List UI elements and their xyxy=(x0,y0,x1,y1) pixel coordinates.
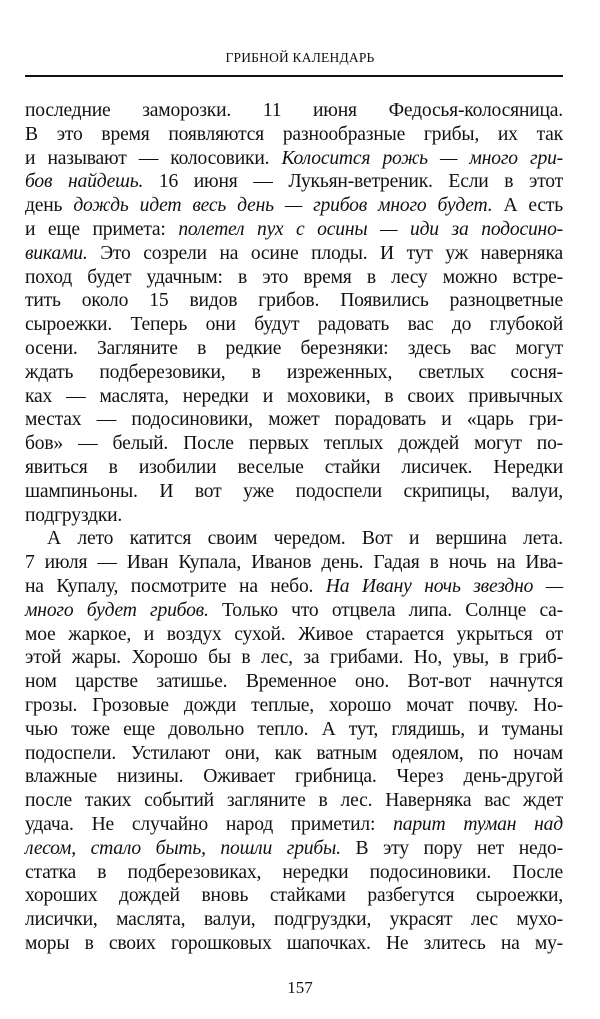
text-line xyxy=(25,456,563,480)
text-line xyxy=(25,789,563,813)
text-segment: местах — подосиновики, может порадовать и «царь гри- xyxy=(25,409,563,431)
italic-proverb: На Ивану ночь звездно — xyxy=(325,575,563,597)
text-segment: осени. Загляните в редкие березняки: здесь вас могут xyxy=(25,337,563,359)
text-segment: после таких событий загляните в лес. Наверняка вас ждет xyxy=(25,790,563,812)
text-line xyxy=(25,337,563,361)
text-segment: А лето катится своим чередом. Вот и вершина лета. xyxy=(47,528,563,550)
text-line xyxy=(25,361,563,385)
text-segment: Только что отцвела липа. Солнце са- xyxy=(208,599,563,621)
italic-proverb: дождь идет весь день — грибов много будет. xyxy=(73,195,493,217)
text-segment: день xyxy=(25,195,74,217)
text-line xyxy=(25,932,563,956)
text-line xyxy=(25,742,563,766)
text-line xyxy=(25,884,563,908)
italic-proverb: Колосится рожь — много гри- xyxy=(281,147,563,169)
text-line xyxy=(25,147,563,171)
text-line xyxy=(25,861,563,885)
text-line xyxy=(25,599,563,623)
text-line xyxy=(25,480,563,504)
text-line xyxy=(25,527,563,551)
text-segment: моры в своих горошковых шапочках. Не злитесь на му- xyxy=(25,932,563,954)
text-segment: влажные низины. Оживает грибница. Через день-другой xyxy=(25,766,563,788)
italic-proverb: лесом, стало быть, пошли грибы. xyxy=(25,837,341,859)
text-line xyxy=(25,266,563,290)
text-segment: ном царстве затишье. Временное оно. Вот-вот начнутся xyxy=(25,671,563,693)
text-line xyxy=(25,908,563,932)
text-segment: поход будет удачным: в это время в лесу можно встре- xyxy=(25,266,563,288)
text-line xyxy=(25,218,563,242)
text-segment: хороших дождей вновь стайками разбегутся сыроежки, xyxy=(25,885,563,907)
text-segment: грозы. Грозовые дожди теплые, хорошо мочат почву. Но- xyxy=(25,694,563,716)
text-line xyxy=(25,670,563,694)
text-line xyxy=(25,765,563,789)
text-line xyxy=(25,813,563,837)
text-segment: мое жаркое, и воздух сухой. Живое старается укрыться от xyxy=(25,623,563,645)
text-line xyxy=(25,385,563,409)
text-segment: А есть xyxy=(492,195,563,217)
text-segment: 7 июля — Иван Купала, Иванов день. Гадая в ночь на Ива- xyxy=(25,552,563,574)
italic-proverb: полетел пух с осины — иди за подосино- xyxy=(178,218,564,240)
running-head: ГРИБНОЙ КАЛЕНДАРЬ xyxy=(225,50,375,65)
text-segment: В это время появляются разнообразные грибы, их так xyxy=(25,123,563,145)
italic-proverb: бов найдешь. xyxy=(25,171,144,193)
italic-proverb: много будет грибов. xyxy=(25,599,209,621)
text-line xyxy=(25,408,563,432)
text-line xyxy=(25,123,563,147)
text-segment: В эту пору нет недо- xyxy=(340,837,563,859)
text-line xyxy=(25,646,563,670)
text-line xyxy=(25,99,563,123)
text-segment: подоспели. Устилают они, как ватным одеялом, по ночам xyxy=(25,742,563,764)
text-line xyxy=(25,242,563,266)
text-line xyxy=(25,718,563,742)
text-line xyxy=(25,551,563,575)
text-segment: 16 июня — Лукьян-ветреник. Если в этот xyxy=(143,171,564,193)
text-segment: и еще примета: xyxy=(25,218,179,240)
text-segment: последние заморозки. 11 июня Федосья-колосяница. xyxy=(25,100,563,121)
text-line xyxy=(25,313,563,337)
text-line xyxy=(25,289,563,313)
text-line xyxy=(25,170,563,194)
text-segment: лисички, маслята, валуи, подгруздки, украсят лес мухо- xyxy=(25,909,563,931)
text-line xyxy=(25,432,563,456)
text-segment: сыроежки. Теперь они будут радовать вас до глубокой xyxy=(25,314,563,336)
text-segment: шампиньоны. И вот уже подоспели скрипицы, валуи, xyxy=(25,480,563,502)
text-segment: этой жары. Хорошо бы в лес, за грибами. Но, увы, в гриб- xyxy=(25,647,563,669)
page-number: 157 xyxy=(287,978,313,997)
italic-proverb: виками. xyxy=(25,242,88,264)
text-segment: бов» — белый. После первых теплых дождей могут по- xyxy=(25,433,563,455)
text-line xyxy=(25,575,563,599)
header-rule xyxy=(25,75,563,77)
text-line xyxy=(25,623,563,647)
text-segment: статка в подберезовиках, нередки подосиновики. После xyxy=(25,861,563,883)
text-segment: ждать подберезовики, в изреженных, светлых сосня- xyxy=(25,361,563,383)
text-line xyxy=(25,194,563,218)
text-segment: и называют — колосовики. xyxy=(25,147,282,169)
text-segment: чью тоже еще довольно тепло. А тут, глядишь, и туманы xyxy=(25,718,563,740)
text-line xyxy=(25,837,563,861)
body-text xyxy=(25,99,563,956)
italic-proverb: парит туман над xyxy=(393,813,563,835)
text-line xyxy=(25,504,563,528)
text-segment: Это созрели на осине плоды. И тут уж наверняка xyxy=(87,242,563,264)
text-segment: на Купалу, посмотрите на небо. xyxy=(25,575,326,597)
text-segment: явиться в изобилии веселые стайки лисичек. Нередки xyxy=(25,456,563,478)
text-segment: ках — маслята, нередки и моховики, в своих привычных xyxy=(25,385,563,407)
text-segment: удача. Не случайно народ приметил: xyxy=(25,813,394,835)
text-segment: подгруздки. xyxy=(25,504,123,526)
text-segment: тить около 15 видов грибов. Появились разноцветные xyxy=(25,290,563,312)
text-line xyxy=(25,694,563,718)
